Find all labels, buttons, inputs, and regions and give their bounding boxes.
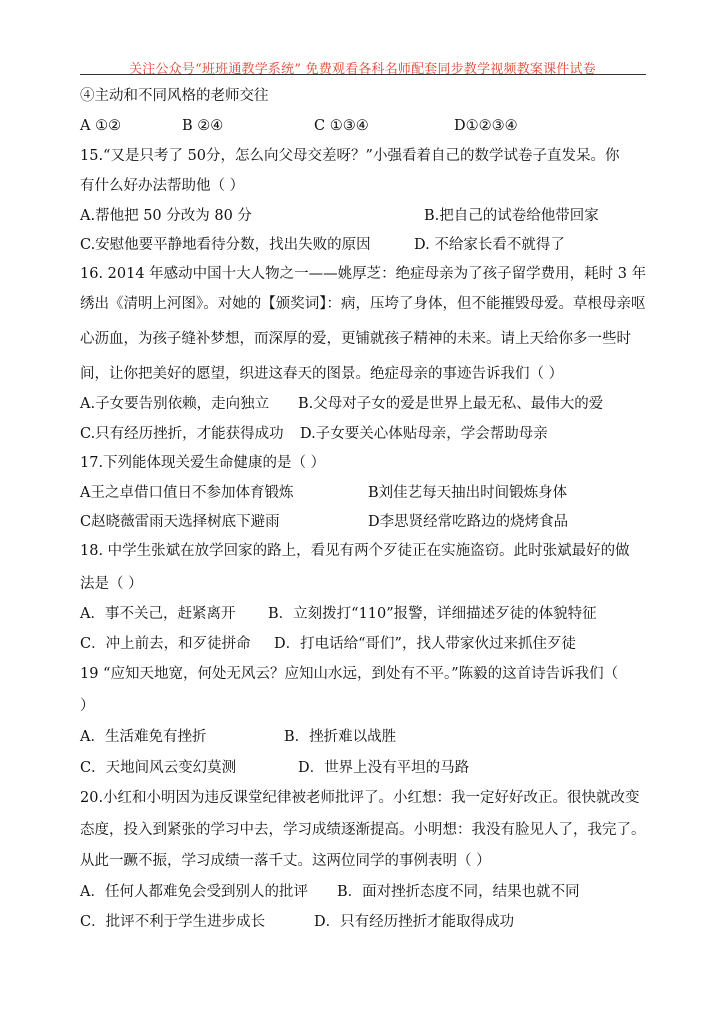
q20-option-c: C．批评不利于学生进步成长 (80, 914, 266, 930)
q17-option-d: D李思贤经常吃路边的烧烤食品 (368, 514, 569, 530)
header-rule (80, 74, 646, 75)
q20-stem-line-1: 20.小红和小明因为违反课堂纪律被老师批评了。小红想：我一定好好改正。很快就改变 (80, 790, 640, 806)
q15-option-c: C.安慰他要平静地看待分数，找出失败的原因 (80, 237, 371, 253)
q16-option-b: B.父母对子女的爱是世界上最无私、最伟大的爱 (298, 396, 604, 412)
q19-option-a: A．生活难免有挫折 (80, 729, 207, 745)
q18-option-b: B．立刻拨打“110”报警，详细描述歹徒的体貌特征 (268, 606, 597, 622)
q18-stem-line-2: 法是（ ） (80, 576, 143, 592)
q16-stem-line-2: 绣出《清明上河图》。对她的【颁奖词】：病，压垮了身体，但不能摧毁母爱。草根母亲呕 (80, 296, 646, 312)
q16-stem-line-3: 心沥血，为孩子缝补梦想，而深厚的爱，更铺就孩子精神的未来。请上天给你多一些时 (80, 331, 631, 347)
q16-option-d: D.子女要关心体贴母亲，学会帮助母亲 (300, 426, 548, 442)
q20-option-b: B．面对挫折态度不同，结果也就不同 (337, 884, 580, 900)
q14-option-d: D①②③④ (454, 118, 518, 134)
q16-option-c: C.只有经历挫折，才能获得成功 (80, 426, 284, 442)
q16-option-a: A.子女要告别依赖，走向独立 (80, 396, 270, 412)
q19-option-c: C．天地间风云变幻莫测 (80, 760, 237, 776)
q15-option-a: A.帮他把 50 分改为 80 分 (80, 208, 252, 224)
q19-option-d: D．世界上没有平坦的马路 (298, 760, 470, 776)
q14-option-a: A ①② (80, 118, 122, 134)
q18-option-c: C．冲上前去，和歹徒拼命 (80, 636, 251, 652)
q20-option-a: A．任何人都难免会受到别人的批评 (80, 884, 308, 900)
q14-option-b: B ②④ (182, 118, 224, 134)
q15-stem-line-2: 有什么好办法帮助他（ ） (80, 178, 245, 194)
q20-stem-line-2: 态度，投入到紧张的学习中去，学习成绩逐渐提高。小明想：我没有脸见人了，我完了。 (80, 822, 646, 838)
q16-stem-line-4: 间，让你把美好的愿望，织进这春天的图景。绝症母亲的事迹告诉我们（ ） (80, 366, 564, 382)
q19-stem-line-1: 19 “应知天地宽，何处无风云？应知山水远，到处有不平。”陈毅的这首诗告诉我们（ (80, 666, 619, 682)
q17-stem: 17.下列能体现关爱生命健康的是（ ） (80, 455, 326, 471)
q20-stem-line-3: 从此一蹶不振，学习成绩一落千丈。这两位同学的事例表明（ ） (80, 853, 491, 869)
q17-option-b: B刘佳艺每天抽出时间锻炼身体 (368, 485, 568, 501)
q20-option-d: D．只有经历挫折才能取得成功 (314, 914, 515, 930)
q19-option-b: B．挫折难以战胜 (284, 729, 397, 745)
q17-option-a: A王之卓借口值日不参加体育锻炼 (80, 485, 294, 501)
q16-stem-line-1: 16. 2014 年感动中国十大人物之一——姚厚芝：绝症母亲为了孩子留学费用，耗时 3 年 (80, 266, 647, 282)
q15-stem-line-1: 15.“又是只考了 50分，怎么向父母交差呀？”小强看着自己的数学试卷子直发呆。你 (80, 148, 620, 164)
q15-option-d: D. 不给家长看不就得了 (414, 237, 565, 253)
q18-stem-line-1: 18. 中学生张斌在放学回家的路上，看见有两个歹徒正在实施盗窃。此时张斌最好的做 (80, 543, 630, 559)
page-header-banner: 关注公众号“班班通教学系统” 免费观看各科名师配套同步教学视频教案课件试卷 (129, 62, 596, 77)
q14-option-c: C ①③④ (314, 118, 369, 134)
q19-stem-line-2: ） (80, 698, 95, 714)
q17-option-c: C赵晓薇雷雨天选择树底下避雨 (80, 514, 280, 530)
q18-option-a: A．事不关己，赶紧离开 (80, 606, 236, 622)
q18-option-d: D．打电话给“哥们”，找人带家伙过来抓住歹徒 (274, 636, 576, 652)
q14-item-4: ④主动和不同风格的老师交往 (80, 88, 269, 104)
q15-option-b: B.把自己的试卷给他带回家 (424, 208, 599, 224)
